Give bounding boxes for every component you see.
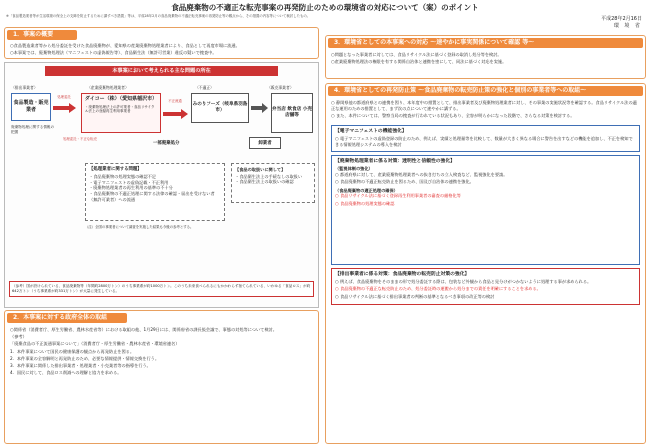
processor-measures-line-3: ○ 食品リサイクル法に基づく登録再生利用事業者の審査の厳格化等 (335, 193, 461, 199)
diagram-title: 本事案において考えられる主な問題の所在 (45, 66, 278, 76)
retail-node: 弁当店 飲食店 小売店舗等 (271, 93, 313, 133)
section-4-head: 4．環境省としての再発防止策 ～食品廃棄物の転売防止策の強化と個別の事業者等への取組～ (328, 86, 643, 96)
manifest-box-head: 【電子マニフェストの機能強化】 (335, 129, 407, 135)
section-1-line-1: ○食品製造業者等から処分委託を受けた食品廃棄物が、愛知県の産業廃棄物処理業者により、食品として再度市場に流通。 (10, 43, 240, 48)
manifest-label: 処理委託・不正な転売 (63, 137, 97, 141)
section-4 (325, 83, 646, 444)
processor-problem-3: ・廃棄物処理業者の再生利用の基準の不十分 (89, 185, 173, 191)
manifest-box (331, 125, 640, 152)
section-2 (4, 310, 319, 444)
emitter-label: 〈排出事業者〉 (11, 85, 38, 90)
processor-problem-4: ・食品廃棄物の不適正処理に関する法律の確認・届出を受けない者（無許可業者）への流通 (89, 190, 215, 202)
seller-label: 〈不適正〉 (195, 85, 214, 90)
section-2-line-7: 4．国民に対して、食品ロス削減への理解と協力を求める。 (10, 370, 122, 376)
organization: 環 境 省 (613, 22, 642, 29)
section-3-head: 3．環境省としての本事案への対応 ～速やかに事実関係について確認 等～ (328, 38, 643, 48)
processor-name: ダイコー（株）（愛知県稲沢市） (84, 96, 158, 102)
retail-arrow (251, 103, 269, 113)
processor-node (81, 93, 161, 133)
processor-problems (85, 163, 225, 221)
emitter-measures-head: 【排出事業者に係る対策：食品廃棄物の転売防止対策の強化】 (335, 271, 470, 277)
processor-measures-line-4: ○ 食品廃棄物の処理実態の確認 (335, 200, 395, 206)
retail-label: 〈販売事業者〉 (267, 85, 294, 90)
section-1 (4, 27, 319, 59)
processor-label: 〈産業廃棄物処理業者〉 (87, 85, 129, 90)
section-4-intro-2: ○ また、本件については、警察当局の捜査が行われている状況もあり、全容が明らかになった段階で、さらなる対策を検討する。 (331, 112, 575, 118)
section-1-line-2: ○本事案では、廃棄物処理法（マニフェストの虚偽報告等）、食品衛生法（無許可営業）違反の疑いで捜査中。 (10, 50, 217, 56)
manifest-box-line-1: ○ 電子マニフェストの虚偽登録の防止のため、例えば、実績と処理量等を比較して、数量が大きく異なる場合に警告を出すなどの機能を追加し、不正を検知できる情報処理システムの導入を検討 (335, 136, 633, 148)
section-2-line-4: 1．本件事案について国民の健康保護の観点から再発防止を図る。 (10, 348, 135, 354)
section-2-line-1: ○関係省（消費者庁、厚生労働省、農林水産省等）における取組の他、1月29日には、関係府省の課長級会議で、事態の対処等について検討。 (10, 327, 277, 332)
wholesale-node: 卸業者 (249, 137, 281, 149)
entrust-arrow (53, 103, 77, 113)
processor-measures-sub-2: （食品廃棄物の適正処理の確保） (335, 187, 398, 193)
seller-problems (231, 163, 315, 203)
section-3 (325, 35, 646, 79)
disposal-label: 一部廃棄処分 (153, 141, 180, 146)
section-1-head: 1．事案の概要 (7, 30, 77, 40)
page-subtitle: ※「食品製造業者等が生活環境の保全上の支障を防止するために講ずべき措置」等は、平成28年2月の食品廃棄物の不適正転売事案の再発防止等の観点から、その措置の内容等について検討したもの。 (6, 14, 311, 18)
emitter-measures-line-3: ○ 食品リサイクル法に基づく排出事業者の判断の基準となるべき事項の改正等の検討 (335, 293, 495, 299)
processor-details: ・廃棄物処理法上の許可業者・食品リサイクル法上の登録再生利用事業者 (85, 104, 155, 114)
seller-problem-1: ・食品衛生法上の手続なしの取扱い (235, 173, 303, 179)
emitter-node: 食品製造・販売業者 (11, 93, 51, 121)
seller-problems-title: 【食品の取扱いに関して】 (235, 167, 286, 172)
problem-diagram (4, 62, 319, 308)
section-4-intro: ○ 静岡県他の都道府県との連携を図り、本年度中の措置として、排出事業者及び廃棄物処理業者に対し、その事業の実施状況等を確認する。食品リサイクル法の適正な運用のための措置として、まず次の点について速やかに講ずる。 (331, 100, 637, 111)
reference-note: （参考）国が設けられている、食品廃棄物等（年間約2800万トン）のうち事業系が約1000万トン。このうち未来食べられるにもかかわらず捨てられている、いわゆる「食品ロス」が約642万トン（うち事業系が約331万トン）が大量に発生している。 (9, 281, 314, 297)
entrust-label: 処理委託 (57, 95, 71, 99)
date: 平成28年2月16日 (601, 16, 642, 22)
section-2-head: 2．本事案に対する政府全体の取組 (7, 313, 127, 323)
page-title: 食品廃棄物の不適正な転売事案の再発防止のための環境省の対応について（案）のポイント (171, 3, 479, 12)
processor-measures-head: 【廃棄物処理業者に係る対策：透明性と信頼性の強化】 (335, 158, 455, 164)
section-2-line-6: 3．本件事案に関係した排出事業者・処理業者・小売業者等の指導を行う。 (10, 362, 151, 368)
date-block (601, 16, 642, 29)
processor-problem-1: ・食品廃棄物の処理実態の確認不足 (89, 173, 157, 179)
processor-measures-sub-1: （監視体制の強化） (335, 166, 373, 172)
section-2-line-3: 「廃棄食品の不正流通事案について」（消費者庁・厚生労働省・農林水産省・環境省連名） (10, 341, 180, 347)
flow-label: 不正流通 (168, 99, 182, 103)
emitter-measures-box (331, 268, 640, 305)
section-2-line-2: （参考） (10, 334, 27, 340)
processor-measures-line-1: ○ 都道府県に対して、産業廃棄物処理業者への抜き打ちの立入検査など、監視強化を要請。 (335, 171, 508, 177)
processor-problem-2: ・電子マニフェストの虚偽記載・不正利用 (89, 179, 169, 185)
processor-measures-line-2: ○ 食品廃棄物の不適正転売防止を図るため、国及び自治体の連携を強化。 (335, 179, 474, 185)
flow-arrow (163, 109, 189, 119)
emitter-measures-line-1: ○ 例えば、食品廃棄物をそのままの形で処分委託する際は、包装など外観から食品と見分けがつかないように処理する事が求められる。 (335, 279, 592, 285)
section-2-line-5: 2．本件事案の全容解明と再発防止のため、必要な情報提供・情報交換を行う。 (10, 355, 160, 361)
diagram-note: （注）全国の事業者について調査を実施した結果も今後の参考とする。 (85, 225, 194, 229)
section-3-line-2: ○産業廃棄物処理法の権限を有する関係自治体と連携を密にして、同法に基づく対応を実施。 (331, 59, 507, 65)
emitter-measures-line-2: ○ 食品廃棄物の不適正な転売防止のため、処分委託時の運搬から処分までの責任を明確にすることを求める。 (335, 286, 541, 292)
section-3-line-1: ○問題となった事業者に対しては、食品リサイクル法に基づく登録の取消し処分等を検討。 (331, 52, 502, 57)
seller-problem-2: ・食品衛生法上の取扱いの確認 (235, 179, 294, 185)
emitter-note: 廃棄物処理に関する情報の把握 (11, 125, 55, 134)
processor-problems-title: 【処理業者に関する問題】 (89, 167, 142, 172)
processor-measures-box (331, 155, 640, 265)
seller-node: みのりフーズ（岐阜県羽島市） (191, 93, 249, 123)
